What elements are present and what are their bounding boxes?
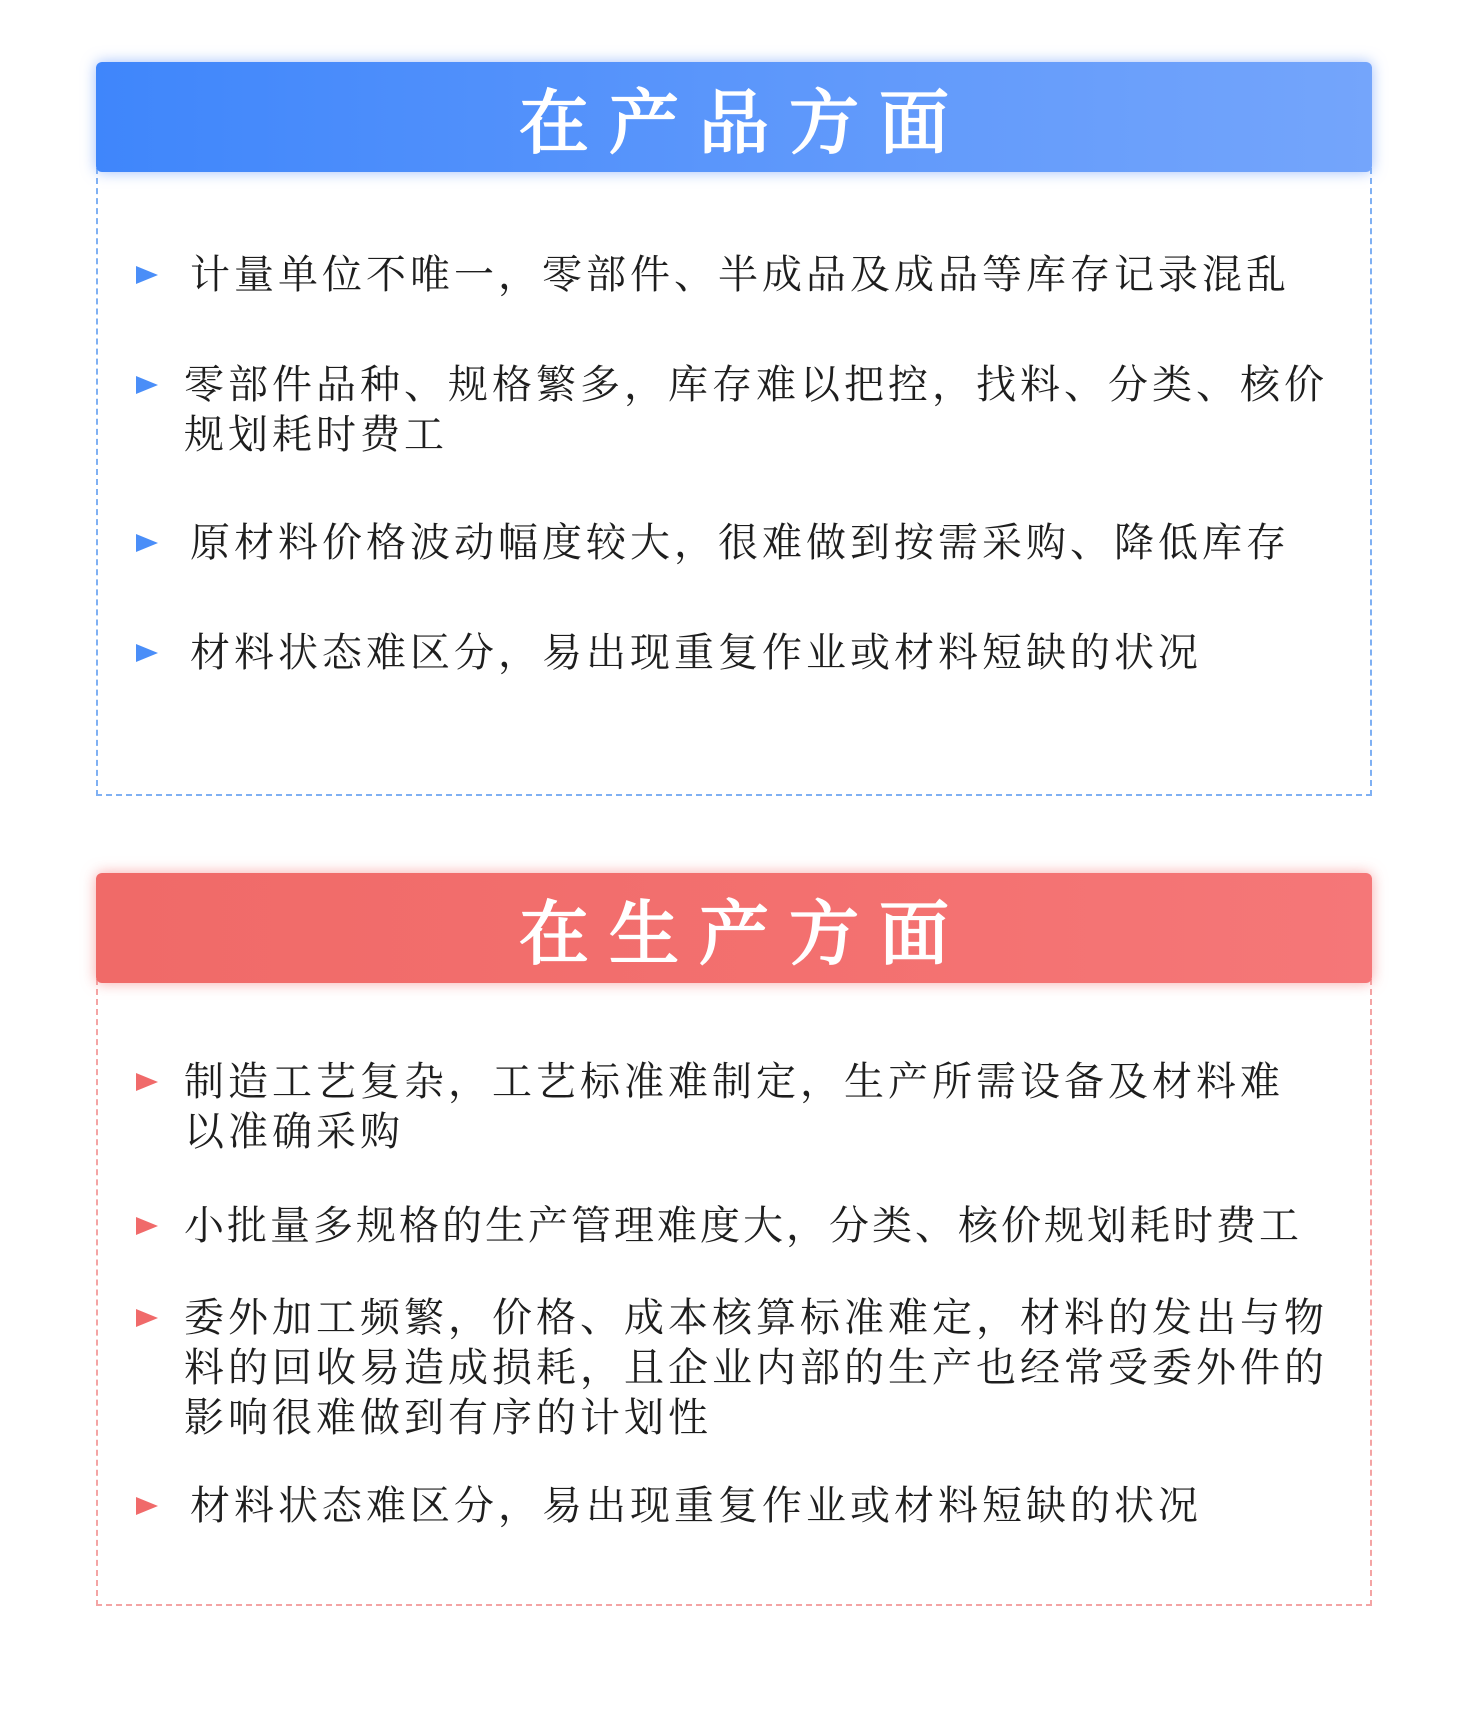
triangle-arrow-icon: [136, 644, 158, 662]
triangle-arrow-icon: [136, 1073, 158, 1091]
triangle-arrow-icon: [136, 534, 158, 552]
production-section-title: 在生产方面: [519, 892, 969, 975]
triangle-arrow-icon: [136, 1497, 158, 1515]
product-section: [96, 62, 1372, 796]
triangle-arrow-icon: [136, 266, 158, 284]
triangle-arrow-icon: [136, 1309, 158, 1327]
list-item-text: 材料状态难区分，易出现重复作业或材料短缺的状况: [190, 630, 1202, 676]
list-item-text: 材料状态难区分，易出现重复作业或材料短缺的状况: [190, 1483, 1202, 1529]
product-section-header: [96, 62, 1372, 172]
list-item-text: 原材料价格波动幅度较大，很难做到按需采购、降低库存: [190, 520, 1290, 566]
product-section-title: 在产品方面: [519, 81, 969, 164]
list-item-text: 小批量多规格的生产管理难度大，分类、核价规划耗时费工: [184, 1203, 1302, 1249]
list-item-text: 计量单位不唯一，零部件、半成品及成品等库存记录混乱: [190, 252, 1290, 298]
production-section: [96, 873, 1372, 1606]
production-section-list: [96, 979, 1372, 1606]
triangle-arrow-icon: [136, 376, 158, 394]
list-item-text: 零部件品种、规格繁多，库存难以把控，找料、分类、核价规划耗时费工: [184, 362, 1328, 458]
list-item-text: 制造工艺复杂，工艺标准难制定，生产所需设备及材料难以准确采购: [184, 1059, 1284, 1155]
list-item-text: 委外加工频繁，价格、成本核算标准难定，材料的发出与物料的回收易造成损耗，且企业内部的生产也经常受委外件的影响很难做到有序的计划性: [184, 1295, 1328, 1441]
product-section-list: [96, 168, 1372, 796]
triangle-arrow-icon: [136, 1217, 158, 1235]
production-section-header: [96, 873, 1372, 983]
